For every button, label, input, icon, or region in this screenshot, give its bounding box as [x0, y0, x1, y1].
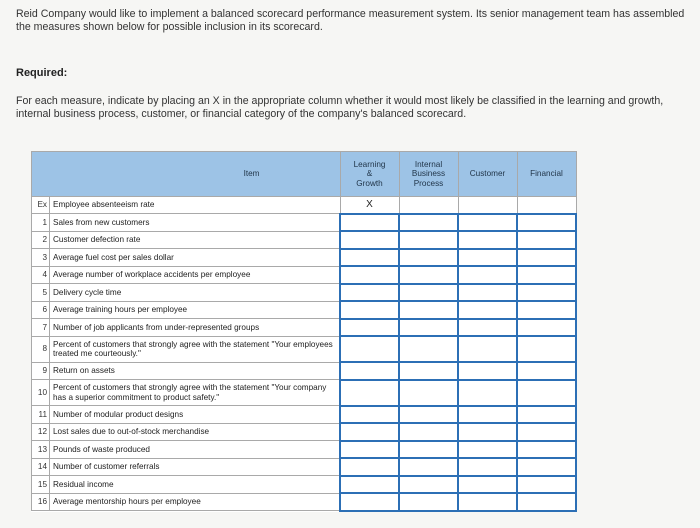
scorecard-table: [31, 151, 577, 512]
learning-growth-input-cell[interactable]: [340, 266, 399, 284]
financial-input-cell[interactable]: [517, 406, 576, 424]
table-row: [32, 284, 577, 302]
financial-input-cell[interactable]: [517, 336, 576, 362]
internal-business-input-cell[interactable]: [399, 336, 458, 362]
learning-growth-input-cell[interactable]: [340, 301, 399, 319]
row-number: Ex: [32, 197, 50, 214]
customer-input-cell[interactable]: [458, 231, 517, 249]
financial-input-cell[interactable]: [517, 476, 576, 494]
table-row: [32, 441, 577, 459]
row-label: Average mentorship hours per employee: [50, 493, 341, 511]
internal-business-input-cell[interactable]: [399, 423, 458, 441]
row-label: Customer defection rate: [50, 231, 341, 249]
internal-business-input-cell[interactable]: [399, 301, 458, 319]
customer-input-cell[interactable]: [458, 214, 517, 232]
example-row: [32, 197, 577, 214]
learning-growth-column-header: [340, 152, 399, 197]
financial-input-cell[interactable]: [517, 249, 576, 267]
row-number: 13: [32, 441, 50, 459]
financial-input-cell[interactable]: [517, 319, 576, 337]
customer-input-cell[interactable]: [458, 301, 517, 319]
financial-cell: [517, 197, 576, 214]
row-number: 12: [32, 423, 50, 441]
internal-business-cell: [399, 197, 458, 214]
table-row: [32, 214, 577, 232]
internal-business-input-cell[interactable]: [399, 362, 458, 380]
row-label: Percent of customers that strongly agree with the statement "Your employees treated me courteously.": [50, 336, 341, 362]
problem-instructions: For each measure, indicate by placing an X in the appropriate column whether it would most likely be classified in the learning and growth, internal business process, customer, or financial category of the company's balanced scorecard.: [16, 95, 664, 120]
internal-business-input-cell[interactable]: [399, 231, 458, 249]
financial-input-cell[interactable]: [517, 266, 576, 284]
financial-input-cell[interactable]: [517, 458, 576, 476]
item-column-header: Item: [32, 152, 341, 197]
table-row: [32, 476, 577, 494]
internal-business-input-cell[interactable]: [399, 214, 458, 232]
row-label: Lost sales due to out-of-stock merchandise: [50, 423, 341, 441]
customer-input-cell[interactable]: [458, 458, 517, 476]
row-number: 15: [32, 476, 50, 494]
learning-growth-input-cell[interactable]: [340, 231, 399, 249]
row-label: Pounds of waste produced: [50, 441, 341, 459]
row-number: 8: [32, 336, 50, 362]
financial-input-cell[interactable]: [517, 284, 576, 302]
financial-input-cell[interactable]: [517, 362, 576, 380]
table-row: [32, 301, 577, 319]
learning-growth-input-cell[interactable]: [340, 380, 399, 406]
learning-growth-input-cell[interactable]: [340, 423, 399, 441]
internal-business-input-cell[interactable]: [399, 380, 458, 406]
table-row: [32, 336, 577, 362]
financial-input-cell[interactable]: [517, 441, 576, 459]
table-row: [32, 380, 577, 406]
table-row: [32, 231, 577, 249]
table-row: [32, 249, 577, 267]
financial-input-cell[interactable]: [517, 493, 576, 511]
learning-growth-input-cell[interactable]: [340, 319, 399, 337]
header-line: &: [366, 169, 373, 179]
learning-growth-input-cell[interactable]: [340, 493, 399, 511]
customer-column-header: Customer: [458, 152, 517, 197]
customer-input-cell[interactable]: [458, 493, 517, 511]
internal-business-input-cell[interactable]: [399, 458, 458, 476]
internal-business-input-cell[interactable]: [399, 493, 458, 511]
row-label: Number of job applicants from under-represented groups: [50, 319, 341, 337]
financial-column-header: Financial: [517, 152, 576, 197]
header-line: Learning: [353, 159, 386, 169]
row-number: 2: [32, 231, 50, 249]
customer-input-cell[interactable]: [458, 423, 517, 441]
table-row: [32, 362, 577, 380]
header-line: Growth: [356, 178, 383, 188]
table-row: [32, 493, 577, 511]
header-line: Internal: [414, 159, 443, 169]
row-label: Percent of customers that strongly agree with the statement "Your company has a superior commitment to product safety.": [50, 380, 341, 406]
table-row: [32, 319, 577, 337]
table-header-row: [32, 152, 577, 197]
customer-input-cell[interactable]: [458, 249, 517, 267]
row-number: 1: [32, 214, 50, 232]
learning-growth-input-cell[interactable]: [340, 284, 399, 302]
row-label: Residual income: [50, 476, 341, 494]
customer-cell: [458, 197, 517, 214]
learning-growth-input-cell[interactable]: [340, 441, 399, 459]
customer-input-cell[interactable]: [458, 336, 517, 362]
financial-input-cell[interactable]: [517, 423, 576, 441]
customer-input-cell[interactable]: [458, 441, 517, 459]
required-label: Required:: [16, 67, 68, 79]
row-number: 14: [32, 458, 50, 476]
internal-business-input-cell[interactable]: [399, 284, 458, 302]
internal-business-input-cell[interactable]: [399, 249, 458, 267]
internal-business-input-cell[interactable]: [399, 319, 458, 337]
row-label: Return on assets: [50, 362, 341, 380]
learning-growth-input-cell[interactable]: [340, 362, 399, 380]
table-row: [32, 406, 577, 424]
table-row: [32, 458, 577, 476]
customer-input-cell[interactable]: [458, 319, 517, 337]
row-label: Average fuel cost per sales dollar: [50, 249, 341, 267]
learning-growth-input-cell[interactable]: [340, 476, 399, 494]
learning-growth-input-cell[interactable]: [340, 458, 399, 476]
header-line: Process: [413, 178, 444, 188]
row-number: 10: [32, 380, 50, 406]
row-label: Delivery cycle time: [50, 284, 341, 302]
row-label: Average training hours per employee: [50, 301, 341, 319]
row-number: 4: [32, 266, 50, 284]
row-number: 6: [32, 301, 50, 319]
internal-business-input-cell[interactable]: [399, 406, 458, 424]
row-number: 11: [32, 406, 50, 424]
row-label: Average number of workplace accidents per employee: [50, 266, 341, 284]
financial-input-cell[interactable]: [517, 231, 576, 249]
learning-growth-input-cell[interactable]: [340, 336, 399, 362]
table-row: [32, 423, 577, 441]
internal-business-input-cell[interactable]: [399, 441, 458, 459]
learning-growth-input-cell[interactable]: [340, 249, 399, 267]
customer-input-cell[interactable]: [458, 266, 517, 284]
row-number: 5: [32, 284, 50, 302]
problem-intro: Reid Company would like to implement a balanced scorecard performance measurement system. Its senior management team has assembled the measures shown below for possible inclusion in its scorecard.: [16, 8, 685, 33]
financial-input-cell[interactable]: [517, 301, 576, 319]
customer-input-cell[interactable]: [458, 362, 517, 380]
financial-input-cell[interactable]: [517, 214, 576, 232]
customer-input-cell[interactable]: [458, 284, 517, 302]
header-line: Business: [411, 169, 446, 179]
row-label: Sales from new customers: [50, 214, 341, 232]
row-label: Employee absenteeism rate: [50, 197, 341, 214]
customer-input-cell[interactable]: [458, 380, 517, 406]
internal-business-input-cell[interactable]: [399, 476, 458, 494]
row-label: Number of customer referrals: [50, 458, 341, 476]
row-number: 7: [32, 319, 50, 337]
customer-input-cell[interactable]: [458, 406, 517, 424]
customer-input-cell[interactable]: [458, 476, 517, 494]
row-label: Number of modular product designs: [50, 406, 341, 424]
row-number: 3: [32, 249, 50, 267]
financial-input-cell[interactable]: [517, 380, 576, 406]
internal-business-input-cell[interactable]: [399, 266, 458, 284]
internal-business-process-column-header: [399, 152, 458, 197]
row-number: 9: [32, 362, 50, 380]
learning-growth-input-cell[interactable]: [340, 406, 399, 424]
learning-growth-cell: X: [340, 197, 399, 214]
table-row: [32, 266, 577, 284]
row-number: 16: [32, 493, 50, 511]
learning-growth-input-cell[interactable]: [340, 214, 399, 232]
